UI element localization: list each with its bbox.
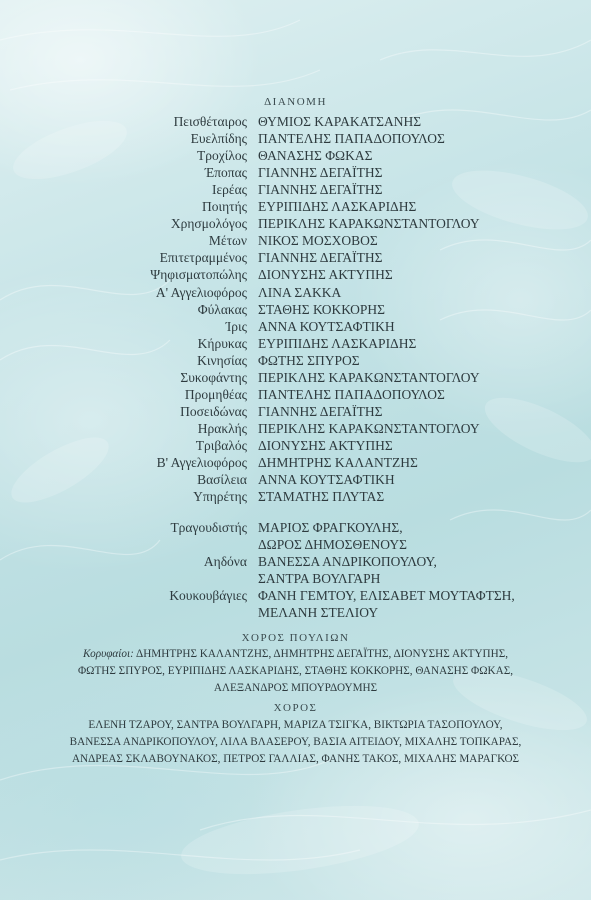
cast-row bbox=[0, 147, 591, 164]
cast-row bbox=[0, 266, 591, 283]
actor-name: ΑΝΝΑ ΚΟΥΤΣΑΦΤΙΚΗ bbox=[258, 318, 395, 334]
singer-names-line-2: ΔΩΡΟΣ ΔΗΜΟΣΘΕΝΟΥΣ bbox=[258, 537, 407, 552]
actor-name: ΔΙΟΝΥΣΗΣ ΑΚΤΥΠΗΣ bbox=[258, 267, 393, 283]
actor-name: ΠΕΡΙΚΛΗΣ ΚΑΡΑΚΩΝΣΤΑΝΤΟΓΛΟΥ bbox=[258, 216, 480, 232]
chorus-title: ΧΟΡΟΣ bbox=[273, 702, 318, 714]
singer-names bbox=[258, 553, 437, 587]
role-name: Έποπας bbox=[204, 165, 247, 181]
actor-name: ΘΑΝΑΣΗΣ ΦΩΚΑΣ bbox=[258, 148, 373, 164]
singer-names bbox=[258, 587, 515, 621]
bird-chorus-names-1: ΔΗΜΗΤΡΗΣ ΚΑΛΑΝΤΖΗΣ, ΔΗΜΗΤΡΗΣ ΔΕΓΑΪΤΗΣ, ΔΙΟΝΥΣΗΣ ΑΚΤΥΠΗΣ, bbox=[136, 648, 509, 660]
actor-name: ΠΕΡΙΚΛΗΣ ΚΑΡΑΚΩΝΣΤΑΝΤΟΓΛΟΥ bbox=[258, 420, 480, 436]
cast-row bbox=[0, 301, 591, 318]
role-name: Ίρις bbox=[225, 318, 247, 334]
actor-name: ΛΙΝΑ ΣΑΚΚΑ bbox=[258, 284, 342, 300]
cast-row bbox=[0, 249, 591, 266]
singer-names-line-1: ΜΑΡΙΟΣ ΦΡΑΓΚΟΥΛΗΣ, bbox=[258, 520, 403, 535]
singer-names bbox=[258, 519, 407, 553]
role-name: Συκοφάντης bbox=[180, 369, 247, 385]
singer-role: Αηδόνα bbox=[203, 554, 247, 569]
distribution-title: ΔΙΑΝΟΜΗ bbox=[264, 96, 327, 108]
actor-name: ΣΤΑΜΑΤΗΣ ΠΛΥΤΑΣ bbox=[258, 489, 385, 505]
singer-names-line-1: ΦΑΝΗ ΓΕΜΤΟΥ, ΕΛΙΣΑΒΕΤ ΜΟΥΤΑΦΤΣΗ, bbox=[258, 588, 515, 603]
actor-name: ΠΑΝΤΕΛΗΣ ΠΑΠΑΔΟΠΟΥΛΟΣ bbox=[258, 131, 445, 147]
cast-row bbox=[0, 232, 591, 249]
singer-names-line-2: ΣΑΝΤΡΑ ΒΟΥΛΓΑΡΗ bbox=[258, 571, 381, 586]
role-name: Υπηρέτης bbox=[193, 489, 247, 505]
singer-role: Τραγουδιστής bbox=[170, 520, 247, 535]
role-name: Τριβαλός bbox=[195, 437, 247, 453]
bird-chorus-title: ΧΟΡΟΣ ΠΟΥΛΙΩΝ bbox=[241, 632, 350, 644]
role-name: Προμηθέας bbox=[184, 386, 247, 402]
actor-name: ΝΙΚΟΣ ΜΟΣΧΟΒΟΣ bbox=[258, 233, 378, 249]
actor-name: ΓΙΑΝΝΗΣ ΔΕΓΑΪΤΗΣ bbox=[258, 250, 383, 266]
actor-name: ΣΤΑΘΗΣ ΚΟΚΚΟΡΗΣ bbox=[258, 301, 385, 317]
singer-row bbox=[0, 519, 591, 553]
actor-name: ΘΥΜΙΟΣ ΚΑΡΑΚΑΤΣΑΝΗΣ bbox=[258, 114, 422, 129]
singer-role: Κουκουβάγιες bbox=[169, 588, 247, 603]
actor-name: ΓΙΑΝΝΗΣ ΔΕΓΑΪΤΗΣ bbox=[258, 165, 383, 181]
cast-row bbox=[0, 369, 591, 386]
actor-name: ΕΥΡΙΠΙΔΗΣ ΛΑΣΚΑΡΙΔΗΣ bbox=[258, 335, 417, 351]
cast-row bbox=[0, 420, 591, 437]
chorus-line-3: ΑΝΔΡΕΑΣ ΣΚΛΑΒΟΥΝΑΚΟΣ, ΠΕΤΡΟΣ ΓΑΛΛΙΑΣ, ΦΑΝΗΣ ΤΑΚΟΣ, ΜΙΧΑΛΗΣ ΜΑΡΑΓΚΟΣ bbox=[71, 753, 520, 765]
cast-row bbox=[0, 386, 591, 403]
role-name: Χρησμολόγος bbox=[170, 216, 247, 232]
cast-row bbox=[0, 318, 591, 335]
actor-name: ΠΑΝΤΕΛΗΣ ΠΑΠΑΔΟΠΟΥΛΟΣ bbox=[258, 386, 445, 402]
role-name: Πεισθέταιρος bbox=[173, 114, 247, 129]
actor-name: ΕΥΡΙΠΙΔΗΣ ΛΑΣΚΑΡΙΔΗΣ bbox=[258, 199, 417, 215]
cast-row bbox=[0, 403, 591, 420]
role-name: Κινησίας bbox=[197, 352, 247, 368]
actor-name: ΦΩΤΗΣ ΣΠΥΡΟΣ bbox=[258, 352, 360, 368]
bird-chorus-line-1 bbox=[0, 646, 591, 663]
role-name: Ηρακλής bbox=[197, 420, 247, 436]
actor-name: ΑΝΝΑ ΚΟΥΤΣΑΦΤΙΚΗ bbox=[258, 472, 395, 488]
cast-row bbox=[0, 181, 591, 198]
role-name: Ψηφισματοπώλης bbox=[150, 267, 247, 283]
actor-name: ΔΗΜΗΤΡΗΣ ΚΑΛΑΝΤΖΗΣ bbox=[258, 455, 418, 470]
cast-row bbox=[0, 198, 591, 215]
chorus-line-1: ΕΛΕΝΗ ΤΖΑΡΟΥ, ΣΑΝΤΡΑ ΒΟΥΛΓΑΡΗ, ΜΑΡΙΖΑ ΤΣΙΓΚΑ, ΒΙΚΤΩΡΙΑ ΤΑΣΟΠΟΥΛΟΥ, bbox=[88, 719, 503, 731]
singer-row bbox=[0, 553, 591, 587]
cast-row bbox=[0, 113, 591, 130]
role-name: Β' Αγγελιοφόρος bbox=[156, 455, 247, 470]
role-name: Τροχίλος bbox=[197, 148, 247, 164]
chorus-line-2: ΒΑΝΕΣΣΑ ΑΝΔΡΙΚΟΠΟΥΛΟΥ, ΛΙΛΑ ΒΛΑΣΕΡΟΥ, ΒΑΣΙΑ ΑΙΤΕΙΔΟΥ, ΜΙΧΑΛΗΣ ΤΟΠΚΑΡΑΣ, bbox=[69, 736, 522, 748]
role-name: Επιτετραμμένος bbox=[159, 250, 247, 266]
role-name: Μέτων bbox=[208, 233, 247, 249]
bird-chorus-line-2: ΦΩΤΗΣ ΣΠΥΡΟΣ, ΕΥΡΙΠΙΔΗΣ ΛΑΣΚΑΡΙΔΗΣ, ΣΤΑΘΗΣ ΚΟΚΚΟΡΗΣ, ΘΑΝΑΣΗΣ ΦΩΚΑΣ, bbox=[77, 665, 514, 677]
singer-row bbox=[0, 587, 591, 621]
role-name: Ευελπίδης bbox=[190, 131, 247, 147]
role-name: Ιερέας bbox=[212, 182, 247, 198]
cast-row bbox=[0, 454, 591, 471]
actor-name: ΔΙΟΝΥΣΗΣ ΑΚΤΥΠΗΣ bbox=[258, 437, 393, 453]
cast-row bbox=[0, 471, 591, 488]
cast-row bbox=[0, 284, 591, 301]
cast-row bbox=[0, 488, 591, 505]
bird-chorus-line-3: ΑΛΕΞΑΝΔΡΟΣ ΜΠΟΥΡΔΟΥΜΗΣ bbox=[213, 682, 378, 694]
cast-row bbox=[0, 215, 591, 232]
cast-row bbox=[0, 352, 591, 369]
role-name: Ποσειδώνας bbox=[180, 403, 247, 419]
actor-name: ΓΙΑΝΝΗΣ ΔΕΓΑΪΤΗΣ bbox=[258, 403, 383, 419]
bird-chorus-leaders-label: Κορυφαίοι: bbox=[82, 648, 134, 660]
singer-names-line-2: ΜΕΛΑΝΗ ΣΤΕΛΙΟΥ bbox=[258, 605, 379, 620]
role-name: Α' Αγγελιοφόρος bbox=[155, 284, 247, 300]
actor-name: ΓΙΑΝΝΗΣ ΔΕΓΑΪΤΗΣ bbox=[258, 182, 383, 198]
role-name: Φύλακας bbox=[197, 301, 247, 317]
role-name: Ποιητής bbox=[201, 199, 247, 215]
cast-row bbox=[0, 164, 591, 181]
cast-row bbox=[0, 130, 591, 147]
singer-names-line-1: ΒΑΝΕΣΣΑ ΑΝΔΡΙΚΟΠΟΥΛΟΥ, bbox=[258, 554, 437, 569]
role-name: Κήρυκας bbox=[197, 335, 247, 351]
role-name: Βασίλεια bbox=[197, 472, 247, 488]
cast-row bbox=[0, 335, 591, 352]
actor-name: ΠΕΡΙΚΛΗΣ ΚΑΡΑΚΩΝΣΤΑΝΤΟΓΛΟΥ bbox=[258, 369, 480, 385]
cast-row bbox=[0, 437, 591, 454]
